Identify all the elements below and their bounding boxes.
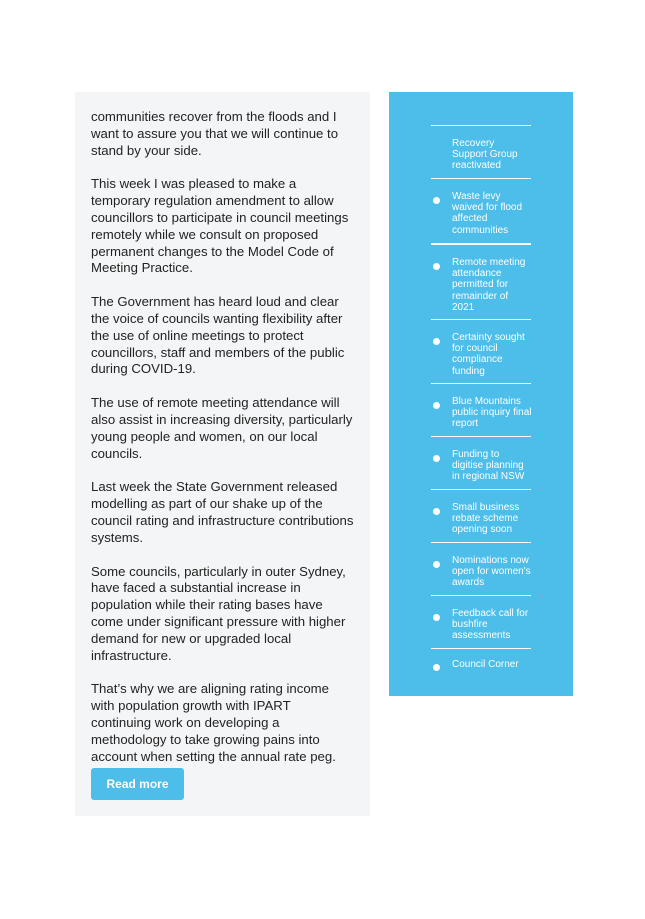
bullet-icon	[433, 664, 440, 671]
article-paragraph-7: That’s why we are aligning rating income with population growth with IPART continuing work on developing a methodology to take growing pains into account when setting the annual rate peg.	[91, 681, 336, 764]
bullet-icon	[433, 263, 440, 270]
sidebar-item-digitise-planning[interactable]	[431, 436, 531, 489]
article-paragraph-1: communities recover from the floods and I want to assure you that we will continue to stand by your side.	[91, 109, 339, 158]
sidebar-item-blue-mountains[interactable]	[431, 383, 531, 436]
sidebar-item-label: Council Corner	[452, 659, 519, 670]
article-paragraph-6: Some councils, particularly in outer Sydney, have faced a substantial increase in population while their rating bases have come under significant pressure with higher demand for new or upgraded local infrastructure.	[91, 563, 346, 663]
sidebar-item-small-business[interactable]	[431, 489, 531, 542]
sidebar-item-label: Feedback call for bushfire assessments	[452, 608, 529, 642]
article-paragraph-3: The Government has heard loud and clear the voice of councils wanting flexibility after the use of online meetings to protect councillors, staff and members of the public during COVID-19.	[91, 294, 345, 377]
sidebar-item-label: Remote meeting attendance permitted for remainder of 2021	[452, 257, 526, 313]
sidebar-item-womens-awards[interactable]	[431, 542, 531, 595]
sidebar-item-waste-levy[interactable]	[431, 178, 531, 243]
sidebar-item-label: Nominations now open for women's awards	[452, 555, 531, 589]
sidebar-item-remote-meeting[interactable]	[431, 243, 531, 319]
sidebar-item-council-corner[interactable]	[431, 648, 531, 678]
article-paragraph-2: This week I was pleased to make a temporary regulation amendment to allow councillors to participate in council meetings remotely while we consult on proposed permanent changes to the Model Code of Meeting Practice.	[91, 176, 349, 276]
sidebar-nav	[389, 92, 573, 696]
sidebar-item-label: Certainty sought for council compliance funding	[452, 332, 525, 377]
sidebar-item-compliance-funding[interactable]	[431, 319, 531, 383]
bullet-icon	[433, 561, 440, 568]
sidebar-item-label: Waste levy waived for flood affected communities	[452, 191, 523, 236]
sidebar-item-label: Blue Mountains public inquiry final report	[452, 396, 532, 430]
bullet-icon	[433, 338, 440, 345]
sidebar-item-label: Small business rebate scheme opening soon	[452, 502, 520, 536]
article-card	[75, 92, 370, 816]
sidebar-item-recovery-support[interactable]	[431, 125, 531, 178]
sidebar-item-label: Recovery Support Group reactivated	[452, 138, 518, 172]
bullet-icon	[433, 197, 440, 204]
sidebar-item-bushfire-feedback[interactable]	[431, 595, 531, 648]
bullet-icon	[433, 508, 440, 515]
bullet-icon	[433, 614, 440, 621]
read-more-button[interactable]: Read more	[91, 768, 184, 800]
article-paragraph-5: Last week the State Government released modelling as part of our shake up of the council rating and infrastructure contributions systems.	[91, 479, 354, 545]
article-paragraph-4: The use of remote meeting attendance will also assist in increasing diversity, particularly young people and women, on our local councils.	[91, 395, 353, 461]
bullet-icon	[433, 455, 440, 462]
sidebar-item-label: Funding to digitise planning in regional NSW	[452, 449, 525, 483]
bullet-icon	[433, 402, 440, 409]
